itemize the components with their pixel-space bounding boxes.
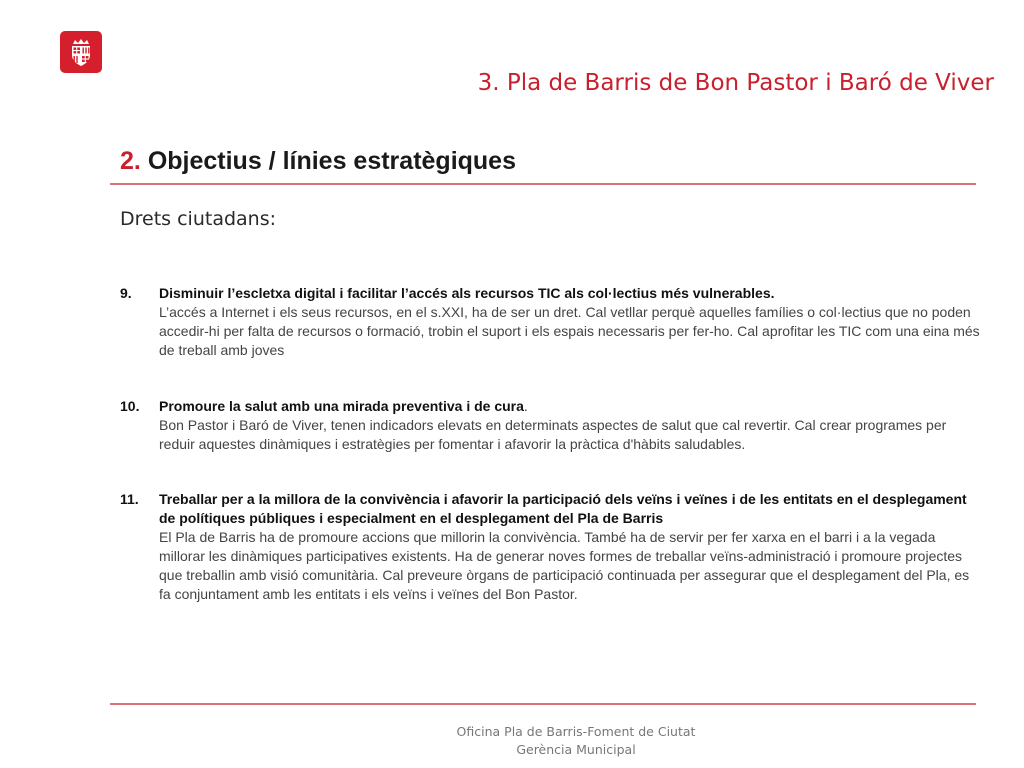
list-item (120, 397, 980, 454)
list-item (120, 490, 980, 604)
item-title-suffix: . (523, 398, 528, 414)
item-number: 9. (120, 285, 132, 301)
section-heading (120, 147, 516, 176)
item-description: L’accés a Internet i els seus recursos, en el s.XXI, ha de ser un dret. Cal vetllar perquè aquelles famílies o col·lectius que no poden accedir-hi per falta de recursos o formació, trobin el suport i els espais necessaris per fer-ho. Cal aprofitar les TIC com una eina més de treball amb joves (159, 304, 980, 358)
list-item (120, 284, 980, 360)
footer-office: Oficina Pla de Barris-Foment de Ciutat (456, 724, 696, 739)
item-description: Bon Pastor i Baró de Viver, tenen indicadors elevats en determinats aspectes de salut que cal revertir. Cal crear programes per reduir aquestes dinàmiques i estratègies per fomentar i afavorir la pràctica d'hàbits saludables. (159, 417, 947, 452)
top-divider (110, 183, 976, 185)
slide-title: 3. Pla de Barris de Bon Pastor i Baró de Viver (477, 70, 994, 96)
footer-department: Gerència Municipal (516, 742, 636, 757)
item-title: Promoure la salut amb una mirada preventiva i de cura (159, 398, 524, 414)
item-number: 11. (120, 491, 139, 507)
item-title: Disminuir l’escletxa digital i facilitar l’accés als recursos TIC als col·lectius més vulnerables. (159, 285, 775, 301)
item-description: El Pla de Barris ha de promoure accions que millorin la convivència. També ha de servir per fer xarxa en el barri i a la vegada millorar les dinàmiques participatives existents. Ha de generar noves formes de treballar veïns-administració i promoure projectes que treballin amb visió comunitària. Cal preveure òrgans de participació continuada per assegurar que el desplegament del Pla, es fa conjuntament amb les entitats i els veïns i veïnes del Bon Pastor. (159, 529, 970, 602)
section-title: Objectius / línies estratègiques (147, 147, 516, 175)
item-title: Treballar per a la millora de la convivència i afavorir la participació dels veïns i veïnes i de les entitats en el desplegament de polítiques públiques i especialment en el desplegament del Pla de Barris (159, 491, 967, 526)
item-number: 10. (120, 398, 140, 414)
bottom-divider (110, 703, 976, 705)
section-number: 2. (120, 147, 141, 175)
subheading: Drets ciutadans: (120, 208, 277, 230)
barcelona-shield-icon (60, 31, 102, 73)
